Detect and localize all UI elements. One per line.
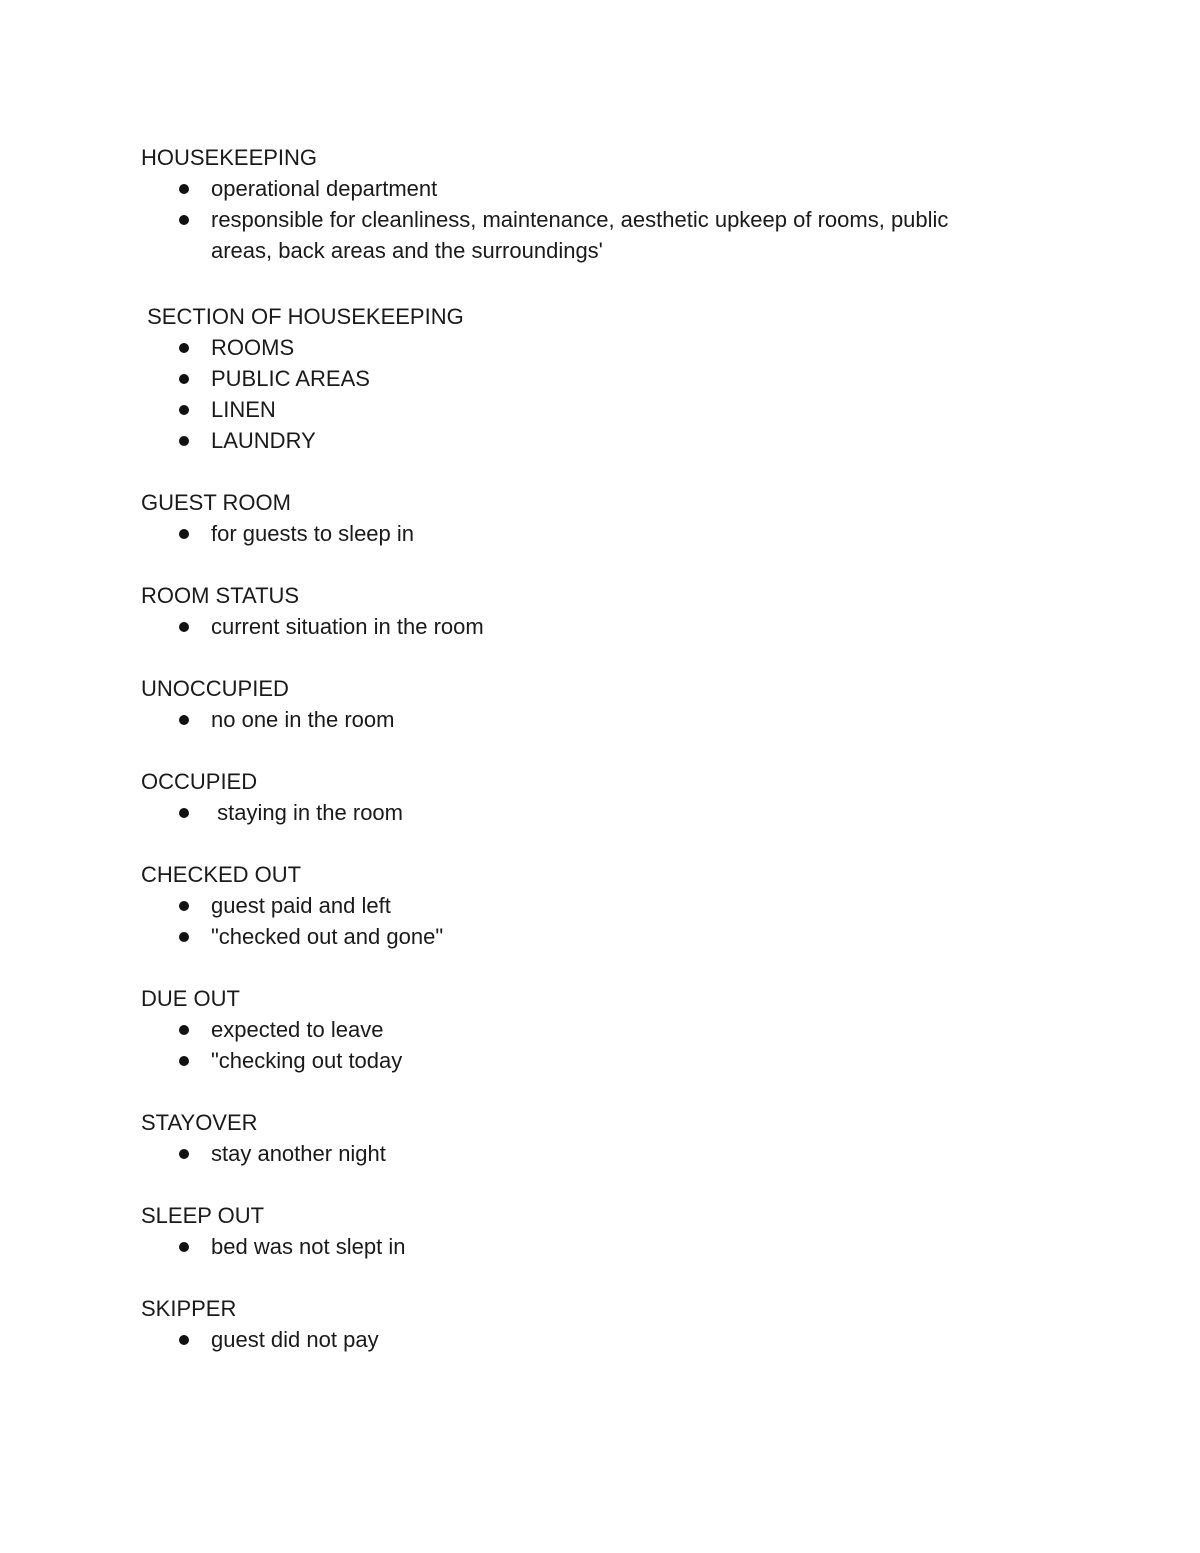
list-item-text: ROOMS — [211, 335, 295, 360]
bullet-list — [141, 173, 1041, 266]
section-due-out — [141, 983, 1041, 1076]
bullet-icon — [179, 374, 189, 384]
list-item-text: stay another night — [211, 1141, 386, 1166]
bullet-icon — [179, 343, 189, 353]
list-item-text: PUBLIC AREAS — [211, 366, 370, 391]
section-skipper — [141, 1293, 1041, 1355]
section-section-of-housekeeping — [141, 301, 1041, 456]
bullet-list — [141, 890, 1041, 952]
section-heading: CHECKED OUT — [141, 862, 302, 887]
list-item — [141, 921, 1041, 952]
section-heading: DUE OUT — [141, 986, 240, 1011]
bullet-icon — [179, 1056, 189, 1066]
list-item — [141, 394, 1041, 425]
section-stayover — [141, 1107, 1041, 1169]
bullet-icon — [179, 1242, 189, 1252]
bullet-list — [141, 1324, 1041, 1355]
list-item-text: bed was not slept in — [211, 1234, 406, 1259]
bullet-icon — [179, 436, 189, 446]
list-item — [141, 332, 1041, 363]
list-item-text: no one in the room — [211, 707, 395, 732]
section-occupied — [141, 766, 1041, 828]
bullet-list — [141, 332, 1041, 456]
bullet-list — [141, 611, 1041, 642]
list-item — [141, 1324, 1041, 1355]
section-housekeeping — [141, 142, 1041, 266]
section-heading: SLEEP OUT — [141, 1203, 265, 1228]
list-item — [141, 890, 1041, 921]
list-item-text: expected to leave — [211, 1017, 384, 1042]
list-item-text: guest did not pay — [211, 1327, 379, 1352]
section-heading: UNOCCUPIED — [141, 676, 289, 701]
list-item-text: LINEN — [211, 397, 276, 422]
bullet-icon — [179, 1335, 189, 1345]
list-item — [141, 363, 1041, 394]
bullet-list — [141, 704, 1041, 735]
list-item — [141, 704, 1041, 735]
section-heading: SECTION OF HOUSEKEEPING — [141, 304, 464, 329]
bullet-list — [141, 518, 1041, 549]
list-item — [141, 797, 1041, 828]
bullet-list — [141, 1014, 1041, 1076]
bullet-icon — [179, 1025, 189, 1035]
document-page — [141, 142, 1041, 1355]
section-room-status — [141, 580, 1041, 642]
section-heading: SKIPPER — [141, 1296, 237, 1321]
list-item-text: for guests to sleep in — [211, 521, 415, 546]
bullet-icon — [179, 932, 189, 942]
section-heading: ROOM STATUS — [141, 583, 300, 608]
list-item — [141, 425, 1041, 456]
section-heading: STAYOVER — [141, 1110, 258, 1135]
list-item-text: current situation in the room — [211, 614, 484, 639]
list-item-text: "checking out today — [211, 1048, 403, 1073]
bullet-list — [141, 797, 1041, 828]
bullet-icon — [179, 622, 189, 632]
bullet-icon — [179, 184, 189, 194]
section-heading: GUEST ROOM — [141, 490, 291, 515]
section-unoccupied — [141, 673, 1041, 735]
list-item — [141, 1231, 1041, 1262]
section-guest-room — [141, 487, 1041, 549]
list-item — [141, 173, 1041, 204]
bullet-list — [141, 1231, 1041, 1262]
bullet-icon — [179, 715, 189, 725]
bullet-icon — [179, 808, 189, 818]
list-item — [141, 611, 1041, 642]
bullet-icon — [179, 215, 189, 225]
list-item-text: responsible for cleanliness, maintenance, aesthetic upkeep of rooms, public areas, back areas and the surroundings' — [211, 207, 955, 263]
list-item — [141, 1045, 1041, 1076]
bullet-icon — [179, 901, 189, 911]
list-item-text: "checked out and gone" — [211, 924, 444, 949]
list-item — [141, 204, 1011, 266]
section-heading: HOUSEKEEPING — [141, 145, 318, 170]
list-item-text: guest paid and left — [211, 893, 391, 918]
section-sleep-out — [141, 1200, 1041, 1262]
list-item-text: LAUNDRY — [211, 428, 316, 453]
list-item-text: operational department — [211, 176, 438, 201]
section-heading: OCCUPIED — [141, 769, 258, 794]
bullet-icon — [179, 1149, 189, 1159]
list-item — [141, 1014, 1041, 1045]
list-item-text: staying in the room — [211, 800, 403, 825]
bullet-icon — [179, 405, 189, 415]
list-item — [141, 1138, 1041, 1169]
bullet-list — [141, 1138, 1041, 1169]
bullet-icon — [179, 529, 189, 539]
list-item — [141, 518, 1041, 549]
section-checked-out — [141, 859, 1041, 952]
